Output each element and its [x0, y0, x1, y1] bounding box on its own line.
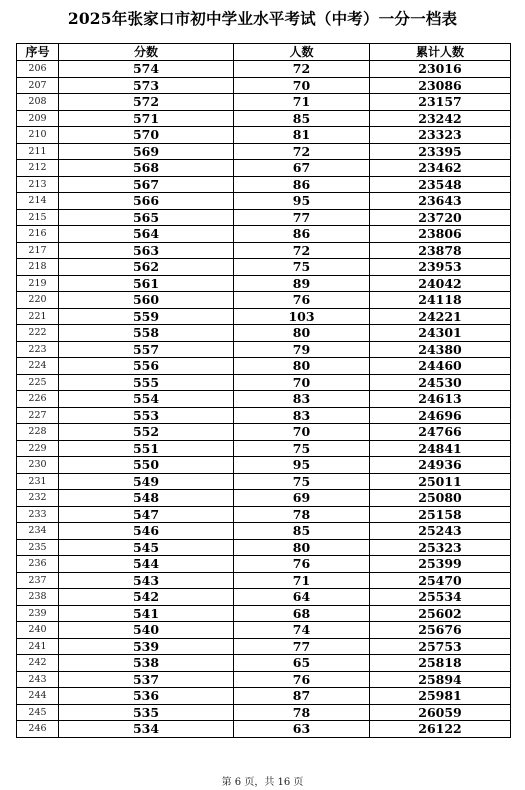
- table-row: [17, 704, 511, 721]
- cell-score: 544: [59, 556, 234, 573]
- cell-seq: 242: [17, 655, 59, 672]
- cell-seq: 227: [17, 407, 59, 424]
- cell-count: 77: [234, 209, 370, 226]
- cell-seq: 246: [17, 721, 59, 738]
- table-row: [17, 655, 511, 672]
- table-row: [17, 77, 511, 94]
- cell-count: 71: [234, 94, 370, 111]
- cell-cumulative: 25323: [370, 539, 511, 556]
- cell-count: 95: [234, 193, 370, 210]
- cell-seq: 214: [17, 193, 59, 210]
- table-row: [17, 160, 511, 177]
- cell-seq: 241: [17, 638, 59, 655]
- cell-seq: 221: [17, 308, 59, 325]
- cell-count: 83: [234, 407, 370, 424]
- cell-seq: 244: [17, 688, 59, 705]
- cell-cumulative: 23086: [370, 77, 511, 94]
- cell-seq: 245: [17, 704, 59, 721]
- cell-cumulative: 23643: [370, 193, 511, 210]
- cell-cumulative: 24841: [370, 440, 511, 457]
- cell-count: 78: [234, 506, 370, 523]
- cell-cumulative: 25753: [370, 638, 511, 655]
- cell-seq: 228: [17, 424, 59, 441]
- table-row: [17, 589, 511, 606]
- cell-score: 558: [59, 325, 234, 342]
- cell-score: 573: [59, 77, 234, 94]
- cell-count: 72: [234, 61, 370, 78]
- cell-count: 71: [234, 572, 370, 589]
- cell-count: 63: [234, 721, 370, 738]
- cell-cumulative: 23395: [370, 143, 511, 160]
- table-row: [17, 275, 511, 292]
- cell-count: 80: [234, 325, 370, 342]
- cell-cumulative: 25981: [370, 688, 511, 705]
- cell-score: 560: [59, 292, 234, 309]
- table-row: [17, 688, 511, 705]
- cell-cumulative: 24118: [370, 292, 511, 309]
- cell-score: 540: [59, 622, 234, 639]
- cell-cumulative: 24613: [370, 391, 511, 408]
- cell-cumulative: 23462: [370, 160, 511, 177]
- cell-seq: 226: [17, 391, 59, 408]
- cell-seq: 236: [17, 556, 59, 573]
- cell-score: 547: [59, 506, 234, 523]
- table-row: [17, 242, 511, 259]
- cell-score: 567: [59, 176, 234, 193]
- cell-seq: 215: [17, 209, 59, 226]
- cell-count: 74: [234, 622, 370, 639]
- cell-cumulative: 23953: [370, 259, 511, 276]
- table-row: [17, 209, 511, 226]
- table-row: [17, 259, 511, 276]
- cell-count: 86: [234, 176, 370, 193]
- cell-cumulative: 23878: [370, 242, 511, 259]
- table-row: [17, 193, 511, 210]
- cell-cumulative: 26059: [370, 704, 511, 721]
- cell-cumulative: 25818: [370, 655, 511, 672]
- cell-score: 546: [59, 523, 234, 540]
- cell-cumulative: 24936: [370, 457, 511, 474]
- cell-count: 78: [234, 704, 370, 721]
- cell-cumulative: 23548: [370, 176, 511, 193]
- header-score: 分数: [59, 44, 234, 61]
- cell-seq: 239: [17, 605, 59, 622]
- cell-score: 561: [59, 275, 234, 292]
- cell-count: 95: [234, 457, 370, 474]
- cell-score: 564: [59, 226, 234, 243]
- cell-seq: 237: [17, 572, 59, 589]
- cell-score: 570: [59, 127, 234, 144]
- cell-score: 539: [59, 638, 234, 655]
- cell-cumulative: 25676: [370, 622, 511, 639]
- table-row: [17, 292, 511, 309]
- cell-seq: 240: [17, 622, 59, 639]
- table-row: [17, 341, 511, 358]
- cell-cumulative: 23157: [370, 94, 511, 111]
- table-row: [17, 539, 511, 556]
- cell-cumulative: 24460: [370, 358, 511, 375]
- table-row: [17, 110, 511, 127]
- table-row: [17, 523, 511, 540]
- header-count: 人数: [234, 44, 370, 61]
- table-row: [17, 358, 511, 375]
- cell-score: 545: [59, 539, 234, 556]
- cell-seq: 222: [17, 325, 59, 342]
- cell-cumulative: 24380: [370, 341, 511, 358]
- cell-seq: 212: [17, 160, 59, 177]
- cell-count: 77: [234, 638, 370, 655]
- cell-cumulative: 25080: [370, 490, 511, 507]
- cell-seq: 219: [17, 275, 59, 292]
- cell-count: 76: [234, 671, 370, 688]
- table-row: [17, 407, 511, 424]
- cell-count: 81: [234, 127, 370, 144]
- cell-cumulative: 24766: [370, 424, 511, 441]
- cell-seq: 223: [17, 341, 59, 358]
- cell-score: 572: [59, 94, 234, 111]
- cell-score: 552: [59, 424, 234, 441]
- cell-count: 70: [234, 77, 370, 94]
- cell-seq: 210: [17, 127, 59, 144]
- cell-seq: 208: [17, 94, 59, 111]
- cell-seq: 206: [17, 61, 59, 78]
- cell-score: 568: [59, 160, 234, 177]
- cell-score: 574: [59, 61, 234, 78]
- cell-count: 70: [234, 374, 370, 391]
- cell-count: 103: [234, 308, 370, 325]
- cell-cumulative: 24221: [370, 308, 511, 325]
- cell-score: 553: [59, 407, 234, 424]
- table-row: [17, 308, 511, 325]
- cell-seq: 224: [17, 358, 59, 375]
- cell-score: 554: [59, 391, 234, 408]
- cell-score: 542: [59, 589, 234, 606]
- cell-seq: 231: [17, 473, 59, 490]
- cell-seq: 217: [17, 242, 59, 259]
- table-row: [17, 721, 511, 738]
- cell-score: 566: [59, 193, 234, 210]
- cell-cumulative: 25602: [370, 605, 511, 622]
- cell-score: 555: [59, 374, 234, 391]
- table-row: [17, 671, 511, 688]
- page-title: 2025年张家口市初中学业水平考试（中考）一分一档表: [67, 9, 458, 28]
- cell-seq: 238: [17, 589, 59, 606]
- cell-cumulative: 25894: [370, 671, 511, 688]
- cell-count: 85: [234, 523, 370, 540]
- table-row: [17, 374, 511, 391]
- cell-cumulative: 24530: [370, 374, 511, 391]
- cell-cumulative: 23016: [370, 61, 511, 78]
- table-row: [17, 506, 511, 523]
- table-row: [17, 622, 511, 639]
- table-row: [17, 490, 511, 507]
- table-row: [17, 325, 511, 342]
- cell-score: 543: [59, 572, 234, 589]
- page-footer: 第 6 页，共 16 页: [221, 777, 304, 788]
- cell-score: 534: [59, 721, 234, 738]
- cell-cumulative: 25534: [370, 589, 511, 606]
- cell-count: 85: [234, 110, 370, 127]
- cell-score: 536: [59, 688, 234, 705]
- cell-cumulative: 24301: [370, 325, 511, 342]
- table-row: [17, 638, 511, 655]
- table-row: [17, 176, 511, 193]
- table-row: [17, 457, 511, 474]
- cell-count: 80: [234, 539, 370, 556]
- cell-seq: 233: [17, 506, 59, 523]
- cell-cumulative: 23720: [370, 209, 511, 226]
- cell-seq: 230: [17, 457, 59, 474]
- score-distribution-table: [16, 43, 511, 738]
- cell-count: 75: [234, 440, 370, 457]
- cell-cumulative: 23806: [370, 226, 511, 243]
- cell-count: 86: [234, 226, 370, 243]
- cell-cumulative: 25399: [370, 556, 511, 573]
- cell-score: 571: [59, 110, 234, 127]
- cell-seq: 218: [17, 259, 59, 276]
- table-row: [17, 572, 511, 589]
- table-row: [17, 61, 511, 78]
- cell-count: 89: [234, 275, 370, 292]
- cell-count: 75: [234, 473, 370, 490]
- table-row: [17, 143, 511, 160]
- cell-seq: 232: [17, 490, 59, 507]
- cell-count: 72: [234, 143, 370, 160]
- cell-count: 76: [234, 556, 370, 573]
- cell-count: 67: [234, 160, 370, 177]
- cell-count: 79: [234, 341, 370, 358]
- cell-cumulative: 26122: [370, 721, 511, 738]
- cell-count: 83: [234, 391, 370, 408]
- header-cumulative: 累计人数: [370, 44, 511, 61]
- cell-count: 75: [234, 259, 370, 276]
- table-row: [17, 556, 511, 573]
- table-row: [17, 94, 511, 111]
- cell-seq: 213: [17, 176, 59, 193]
- table-body: [17, 61, 511, 738]
- cell-score: 549: [59, 473, 234, 490]
- cell-cumulative: 25243: [370, 523, 511, 540]
- cell-seq: 243: [17, 671, 59, 688]
- table-row: [17, 226, 511, 243]
- cell-seq: 234: [17, 523, 59, 540]
- cell-score: 556: [59, 358, 234, 375]
- cell-score: 541: [59, 605, 234, 622]
- table-row: [17, 424, 511, 441]
- cell-cumulative: 23323: [370, 127, 511, 144]
- cell-score: 548: [59, 490, 234, 507]
- cell-score: 565: [59, 209, 234, 226]
- cell-cumulative: 25011: [370, 473, 511, 490]
- cell-score: 559: [59, 308, 234, 325]
- table-row: [17, 605, 511, 622]
- cell-score: 538: [59, 655, 234, 672]
- table-row: [17, 440, 511, 457]
- cell-seq: 225: [17, 374, 59, 391]
- cell-score: 562: [59, 259, 234, 276]
- cell-seq: 220: [17, 292, 59, 309]
- cell-score: 550: [59, 457, 234, 474]
- cell-count: 87: [234, 688, 370, 705]
- cell-score: 537: [59, 671, 234, 688]
- cell-score: 563: [59, 242, 234, 259]
- cell-seq: 229: [17, 440, 59, 457]
- cell-cumulative: 23242: [370, 110, 511, 127]
- cell-score: 557: [59, 341, 234, 358]
- table-row: [17, 473, 511, 490]
- cell-seq: 207: [17, 77, 59, 94]
- cell-cumulative: 25470: [370, 572, 511, 589]
- table-row: [17, 127, 511, 144]
- table-row: [17, 391, 511, 408]
- cell-seq: 211: [17, 143, 59, 160]
- cell-count: 68: [234, 605, 370, 622]
- cell-cumulative: 24696: [370, 407, 511, 424]
- cell-seq: 235: [17, 539, 59, 556]
- cell-count: 72: [234, 242, 370, 259]
- cell-count: 64: [234, 589, 370, 606]
- cell-cumulative: 25158: [370, 506, 511, 523]
- cell-count: 65: [234, 655, 370, 672]
- cell-score: 535: [59, 704, 234, 721]
- header-seq: 序号: [17, 44, 59, 61]
- cell-score: 551: [59, 440, 234, 457]
- cell-count: 80: [234, 358, 370, 375]
- cell-seq: 216: [17, 226, 59, 243]
- cell-count: 76: [234, 292, 370, 309]
- table-header-row: [17, 44, 511, 61]
- cell-seq: 209: [17, 110, 59, 127]
- cell-score: 569: [59, 143, 234, 160]
- cell-count: 69: [234, 490, 370, 507]
- cell-count: 70: [234, 424, 370, 441]
- cell-cumulative: 24042: [370, 275, 511, 292]
